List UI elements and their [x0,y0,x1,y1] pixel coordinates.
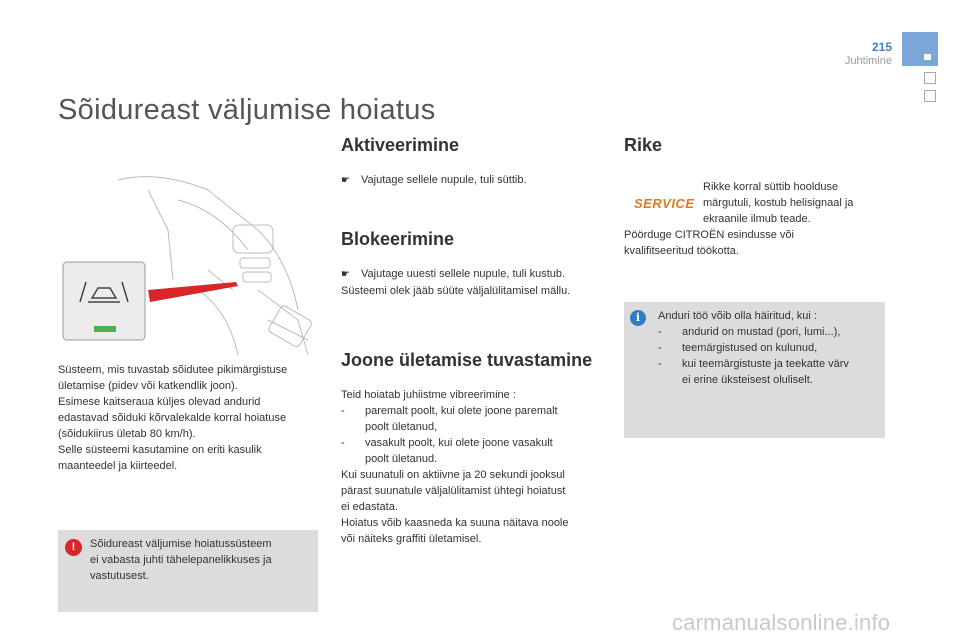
step-arrow-icon: ☛ [341,269,350,280]
list-item: - kui teemärgistuste ja teekatte värv ei erine üksteisest oluliselt. [658,356,880,388]
dashboard-illustration [58,170,318,360]
activation-heading: Aktiveerimine [341,135,460,155]
page-title: Sõidureast väljumise hoiatus [58,94,436,126]
step-arrow-icon: ☛ [341,175,350,186]
warning-text: Sõidureast väljumise hoiatussüsteem ei vabasta juhti tähelepanelikkuses ja vastutusest. [90,538,272,582]
info-icon: i [630,310,646,326]
intro-text: Süsteem, mis tuvastab sõidutee pikimärgistuse ületamise (pidev või katkendlik joon). Esimese kaitseraua küljes olevad andurid edastavad sõiduki kõrvalekalde korral hoiatuse (sõidukiirus ületab 80 km/h). Selle süsteemi kasutamine on eriti kasulik maanteedel ja kiirteedel. [58,364,288,472]
list-item: - teemärgistused on kulunud, [658,340,880,356]
activation-step: ☛ Vajutage sellele nupule, tuli süttib. [341,172,611,189]
deactivation-step: ☛ Vajutage uuesti sellele nupule, tuli kustub. Süsteemi olek jääb süüte väljalülitamisel mällu. [341,268,571,297]
fault-indent-text: Rikke korral süttib hoolduse märgutuli, kostub helisignaal ja ekraanile ilmub teade. [703,181,854,225]
detection-text: Teid hoiatab juhiistme vibreerimine : - paremalt poolt, kui olete joone paremalt poolt ületanud, - vasakult poolt, kui olete joone vasakult poolt ületanud. Kui suunatuli on aktiivne ja 20 sekundi jooksul pärast suunatule väljalülitamist ühtegi hoiatust ei edastata. Hoiatus võib kaasneda ka suuna näitava noole või näiteks graffiti ületamisel. [341,387,616,547]
fault-text: Pöörduge CITROËN esindusse või kvalifitseeritud töökotta. [624,229,794,257]
warning-box [58,530,318,612]
deactivation-heading: Blokeerimine [341,229,455,249]
chapter-tab-active[interactable] [902,32,938,66]
fault-heading: Rike [624,135,663,155]
list-item: - andurid on mustad (pori, lumi...), [658,324,880,340]
detection-heading: Joone ületamise tuvastamine [341,350,593,370]
section-name: Juhtimine [844,55,892,67]
info-text: Anduri töö võib olla häiritud, kui : - andurid on mustad (pori, lumi...), - teemärgistused on kulunud, - kui teemärgistuste ja teekatte värv ei erine üksteisest oluliselt. [658,308,880,388]
service-warning-icon: SERVICE [634,196,695,211]
warning-icon: ! [65,539,82,556]
list-item: - vasakult poolt, kui olete joone vasakult poolt ületanud. [341,435,616,467]
chapter-tab[interactable] [924,90,936,102]
list-item: - paremalt poolt, kui olete joone paremalt poolt ületanud, [341,403,616,435]
indicator-led [94,326,116,332]
info-box [624,302,885,438]
chapter-tab[interactable] [924,72,936,84]
pointer-arrow [148,282,238,302]
page-number: 215 [871,40,892,54]
watermark: carmanualsonline.info [672,610,891,635]
